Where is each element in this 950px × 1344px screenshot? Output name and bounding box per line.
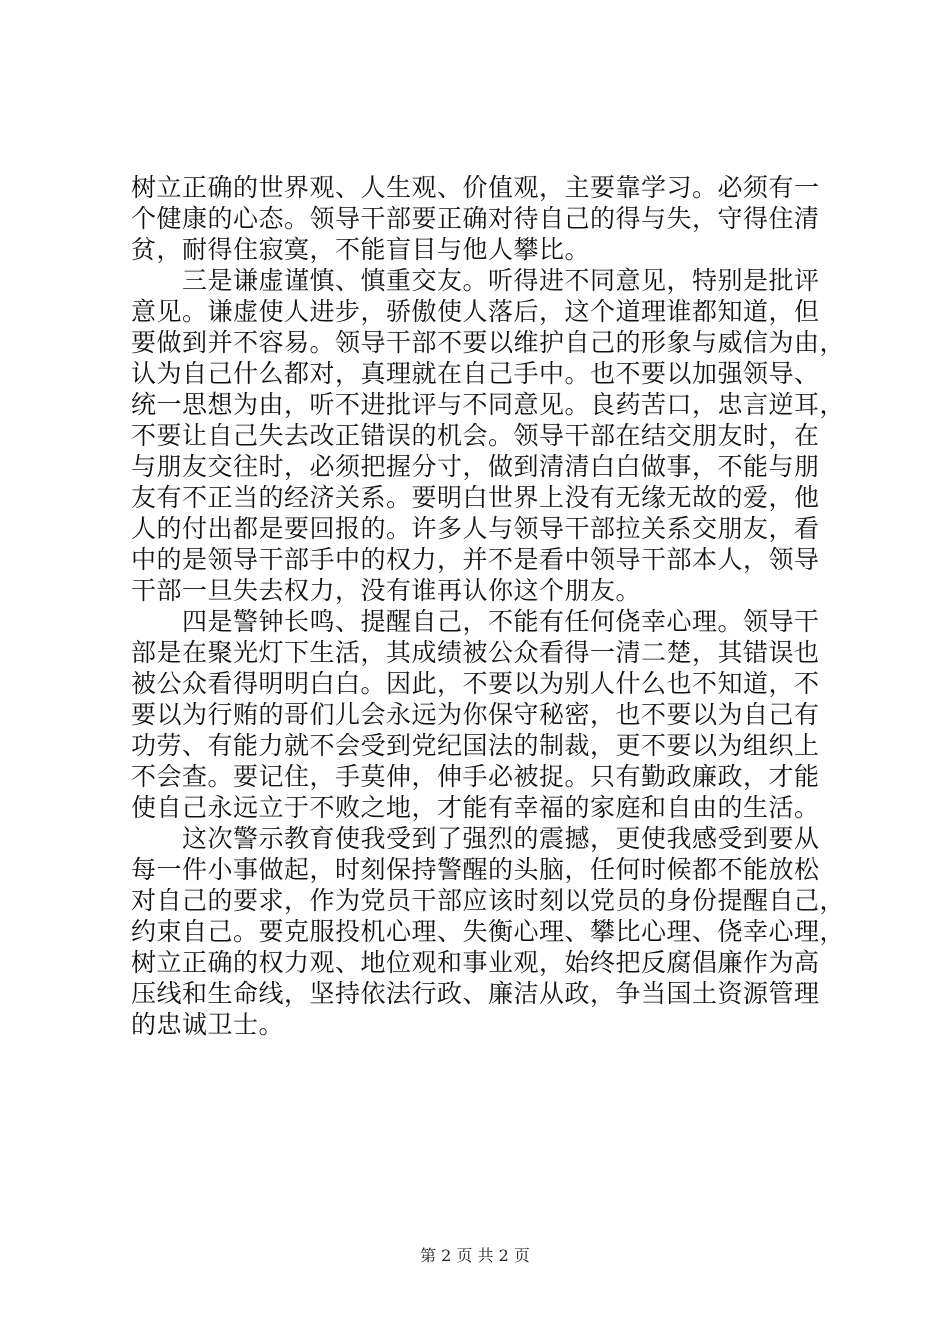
text-line: 四是警钟长鸣、提醒自己，不能有任何侥幸心理。领导干 (131, 607, 820, 636)
page-number-footer: 第 2 页 共 2 页 (420, 1246, 530, 1265)
body-text (131, 172, 846, 1040)
text-line: 三是谦虚谨慎、慎重交友。听得进不同意见，特别是批评 (131, 266, 820, 295)
text-line: 被公众看得明明白白。因此，不要以为别人什么也不知道，不 (131, 669, 820, 698)
text-line: 统一思想为由，听不进批评与不同意见。良药苦口，忠言逆耳， (131, 390, 846, 419)
text-line: 认为自己什么都对，真理就在自己手中。也不要以加强领导、 (131, 359, 820, 388)
text-line: 部是在聚光灯下生活，其成绩被公众看得一清二楚，其错误也 (131, 638, 820, 667)
text-line: 树立正确的权力观、地位观和事业观，始终把反腐倡廉作为高 (131, 948, 820, 977)
text-line: 每一件小事做起，时刻保持警醒的头脑，任何时候都不能放松 (131, 855, 820, 884)
text-line: 与朋友交往时，必须把握分寸，做到清清白白做事，不能与朋 (131, 452, 820, 481)
text-line: 人的付出都是要回报的。许多人与领导干部拉关系交朋友，看 (131, 514, 820, 543)
text-line: 干部一旦失去权力，没有谁再认你这个朋友。 (131, 576, 642, 605)
text-line: 不要让自己失去改正错误的机会。领导干部在结交朋友时，在 (131, 421, 820, 450)
text-line: 友有不正当的经济关系。要明白世界上没有无缘无故的爱，他 (131, 483, 820, 512)
text-line: 使自己永远立于不败之地，才能有幸福的家庭和自由的生活。 (131, 793, 820, 822)
text-line: 贫，耐得住寂寞，不能盲目与他人攀比。 (131, 235, 591, 264)
text-line: 不会查。要记住，手莫伸，伸手必被捉。只有勤政廉政，才能 (131, 762, 820, 791)
text-line: 中的是领导干部手中的权力，并不是看中领导干部本人，领导 (131, 545, 820, 574)
text-line: 意见。谦虚使人进步，骄傲使人落后，这个道理谁都知道，但 (131, 297, 820, 326)
text-line: 个健康的心态。领导干部要正确对待自己的得与失，守得住清 (131, 204, 820, 233)
text-line: 对自己的要求，作为党员干部应该时刻以党员的身份提醒自己， (131, 886, 846, 915)
text-line: 约束自己。要克服投机心理、失衡心理、攀比心理、侥幸心理， (131, 917, 846, 946)
text-line: 这次警示教育使我受到了强烈的震撼，更使我感受到要从 (131, 824, 820, 853)
text-line: 要以为行贿的哥们儿会永远为你保守秘密，也不要以为自己有 (131, 700, 820, 729)
text-line: 要做到并不容易。领导干部不要以维护自己的形象与威信为由， (131, 328, 846, 357)
text-line: 树立正确的世界观、人生观、价值观，主要靠学习。必须有一 (131, 173, 820, 202)
text-line: 功劳、有能力就不会受到党纪国法的制裁，更不要以为组织上 (131, 731, 820, 760)
text-line: 的忠诚卫士。 (131, 1010, 285, 1039)
text-line: 压线和生命线，坚持依法行政、廉洁从政，争当国土资源管理 (131, 979, 820, 1008)
